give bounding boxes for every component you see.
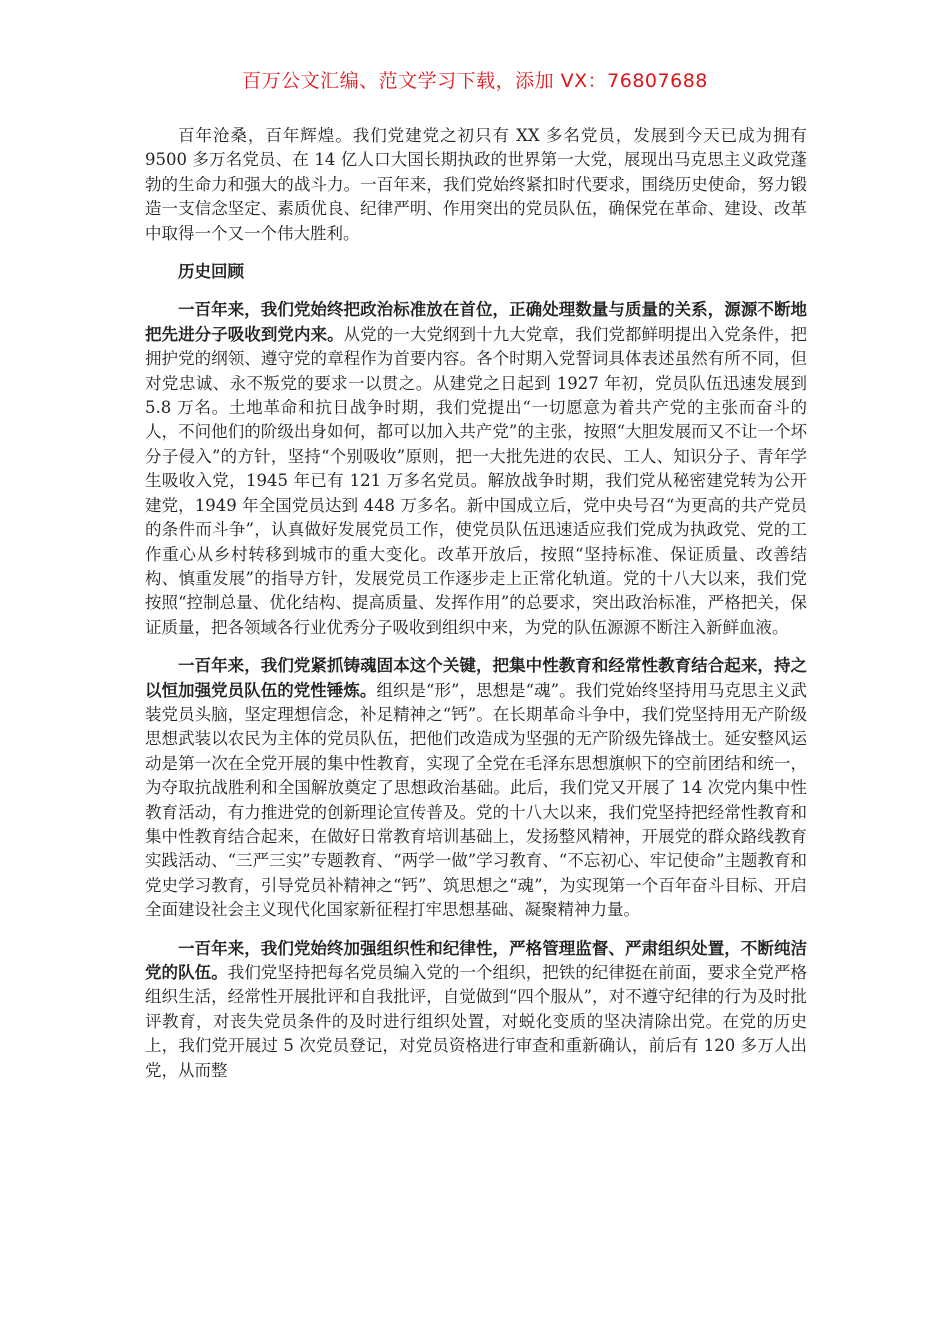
body-paragraph — [145, 298, 807, 640]
section-heading: 历史回顾 — [178, 262, 244, 282]
document-body — [145, 124, 807, 1097]
body-paragraph — [145, 937, 807, 1083]
paragraph-lead: 一百年来，我们党紧抓铸魂固本这个关键，把集中性教育和经常性教育结合起来，持之以恒加强党员队伍的党性锤炼。 — [145, 656, 807, 700]
paragraph-body: 我们党坚持把每名党员编入党的一个组织，把铁的纪律挺在前面，要求全党严格组织生活，经常性开展批评和自我批评，自觉做到“四个服从”，对不遵守纪律的行为及时批评教育，对丧失党员条件的及时进行组织处置，对蜕化变质的坚决清除出党。在党的历史上，我们党开展过 5 次党员登记，对党员资格进行审查和重新确认，前后有 120 多万人出党，从而整 — [145, 963, 808, 1080]
body-paragraph — [145, 654, 807, 922]
paragraph-lead: 一百年来，我们党始终加强组织性和纪律性，严格管理监督、严肃组织处置，不断纯洁党的队伍。 — [145, 938, 807, 982]
paragraph-body: 组织是“形”，思想是“魂”。我们党始终坚持用马克思主义武装党员头脑，坚定理想信念，补足精神之“钙”。在长期革命斗争中，我们党坚持用无产阶级思想武装以农民为主体的党员队伍，把他们改造成为坚强的无产阶级先锋战士。延安整风运动是第一次在全党开展的集中性教育，实现了全党在毛泽东思想旗帜下的空前团结和统一，为夺取抗战胜利和全国解放奠定了思想政治基础。此后，我们党又开展了 14 次党内集中性教育活动，有力推进党的创新理论宣传普及。党的十八大以来，我们党坚持把经常性教育和集中性教育结合起来，在做好日常教育培训基础上，发扬整风精神，开展党的群众路线教育实践活动、“三严三实”专题教育、“两学一做”学习教育、“不忘初心、牢记使命”主题教育和党史学习教育，引导党员补精神之“钙”、筑思想之“魂”，为实现第一个百年奋斗目标、开启全面建设社会主义现代化国家新征程打牢思想基础、凝聚精神力量。 — [145, 680, 808, 920]
header-banner: 百万公文汇编、范文学习下载，添加 VX：76807688 — [242, 70, 708, 92]
paragraph-body: 从党的一大党纲到十九大党章，我们党都鲜明提出入党条件，把拥护党的纲领、遵守党的章程作为首要内容。各个时期入党誓词具体表述虽然有所不同，但对党忠诚、永不叛党的要求一以贯之。从建党之日起到 1927 年初，党员队伍迅速发展到 5.8 万名。土地革命和抗日战争时期，我们党提出“一切愿意为着共产党的主张而奋斗的人，不问他们的阶级出身如何，都可以加入共产党”的主张，按照“大胆发展而又不让一个坏分子侵入”的方针，坚持“个别吸收”原则，把一大批先进的农民、工人、知识分子、青年学生吸收入党，1945 年已有 121 万多名党员。解放战争时期，我们党从秘密建党转为公开建党，1949 年全国党员达到 448 万多名。新中国成立后，党中央号召“为更高的共产党员的条件而斗争”，认真做好发展党员工作，使党员队伍迅速适应我们党成为执政党、党的工作重心从乡村转移到城市的重大变化。改革开放后，按照“坚持标准、保证质量、改善结构、慎重发展”的指导方针，发展党员工作逐步走上正常化轨道。党的十八大以来，我们党按照“控制总量、优化结构、提高质量、发挥作用”的总要求，突出政治标准，严格把关，保证质量，把各领域各行业优秀分子吸收到组织中来，为党的队伍源源不断注入新鲜血液。 — [145, 324, 808, 637]
intro-paragraph: 百年沧桑，百年辉煌。我们党建党之初只有 XX 多名党员，发展到今天已成为拥有 9500 多万名党员、在 14 亿人口大国长期执政的世界第一大党，展现出马克思主义政党蓬勃的生命力和强大的战斗力。一百年来，我们党始终紧扣时代要求，围绕历史使命，努力锻造一支信念坚定、素质优良、纪律严明、作用突出的党员队伍，确保党在革命、建设、改革中取得一个又一个伟大胜利。 — [145, 126, 807, 243]
paragraph-lead: 一百年来，我们党始终把政治标准放在首位，正确处理数量与质量的关系，源源不断地把先进分子吸收到党内来。 — [145, 300, 807, 344]
